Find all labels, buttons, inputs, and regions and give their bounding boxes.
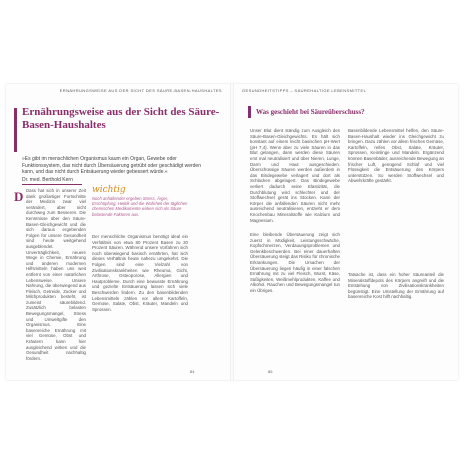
- running-head-left: ERNÄHRUNGSWEISE AUS DER SICHT DES SÄURE-BASEN-HAUSHALTES: [59, 88, 222, 93]
- left-body-column-1: Dass hat sich in unserer Zeit dank großartiger Fortschritte der Medizin zwar viel verändert, aber nicht durchweg zum Besseren. Die Kenntnisse über den Säure-Basen-Gleichgewicht und die sich daraus ergebenden Folgen für unsere Gesundheit sind heute weitgehend ausgeblendet. Unverträglichkeit, neuere Wege in Chemie, Ernährung und anderen modernen Hilfsmitteln haben uns weit entfernt von einer natürlichen Lebensweise. Unsere Nahrung, die überwiegend aus Fleisch, Getreide, Zucker und Milchprodukten besteht, ist zumeist säurebildend. Zusätzlich belasten Bewegungsmangel, Stress und Umweltgifte den Organismus. Eine basenreiche Ernährung mit viel Gemüse, Obst und Kräutern kann hier ausgleichend wirken und die Gesundheit nachhaltig fördern.: [26, 188, 86, 361]
- intro-quote-block: [22, 156, 212, 183]
- drop-cap: D: [14, 189, 24, 204]
- right-body-column-2b: Tatsache ist, dass ein hoher Säureanteil die Mineralstoffdepots des Körpers angreift und die Entstehung von Zivilisationskrankheiten begünstigt. Eine Umstellung der Ernährung auf basenreiche Kost hilft nachhaltig.: [348, 272, 444, 300]
- page-title: Ernährungsweise aus der Sicht des Säure-Basen-Haushaltes: [22, 106, 220, 131]
- running-head-right: GESUNDHEITSTIPPS – SÄUREHALTIGE LEBENSMITTEL: [242, 88, 367, 93]
- note-label: wichtig: [92, 185, 126, 195]
- title-accent-bar: [14, 108, 17, 152]
- page-number-left: 84: [190, 369, 195, 374]
- right-page: [232, 84, 458, 380]
- right-body-column-1a: Unser Blut dient ständig zum Ausgleich des Säure-Basen-Gleichgewichts. Es hält sich konstant auf einem leicht basischen pH-Wert (pH 7,4). Wenn aber zu viele Säuren in das Blut gelangen, dann werden diese Säuren erst mal neutralisiert und über Nieren, Lunge, Darm und Haut ausgeschieden. Überschüssige Säuren werden außerdem in das Bindegewebe verlagert und dort als Schlacken abgelagert. Das Bindegewebe verliert dadurch seine Elastizität, die Durchblutung wird schlechter und der Stoffwechsel gerät ins Stocken. Kann der Körper die anfallenden Säuren nicht mehr ausreichend neutralisieren, entzieht er dem Knochenbau Mineralstoffe wie Kalzium und Magnesium.: [250, 128, 340, 223]
- left-page: [6, 84, 232, 380]
- section-title: Was geschieht bei Säureüberschuss?: [256, 108, 365, 116]
- note-text: Noch anhaltender ergeben Stress, Ärger, Erschöpfung, Hektik und die Wahrheit der täglichen chemischen Medikamente wirken sich als Säure belastende Faktoren aus.: [92, 196, 188, 217]
- intro-quote: »Es gibt im menschlichen Organismus kaum ein Organ, Gewebe oder Funktionssystem, das nicht durch Übersäuerung getrübt oder geschädigt werden kann, und das nicht durch Entsäuerung wieder gebessert würde.«: [22, 156, 201, 176]
- right-body-column-1b: Eine bleibende Übersäuerung zeigt sich zuerst in Müdigkeit, Leistungsschwäche, Kopfschmerzen, Verdauungsproblemen und Gelenkbeschwerden. Bei einer dauerhaften Übersäuerung steigt das Risiko für chronische Erkrankungen. Die Ursachen der Übersäuerung liegen häufig in einer falschen Ernährung mit zu viel Fleisch, Wurst, Käse, Süßigkeiten, Weißmehlprodukten, Kaffee und Alkohol. Rauchen und Bewegungsmangel tun ein Übriges.: [250, 232, 340, 293]
- divider: [22, 184, 82, 185]
- book-spread: [6, 84, 458, 380]
- left-body-column-2: Der menschliche Organismus benötigt ideal ein Verhältnis von etwa 80 Prozent Basen zu 20 Prozent Säuren. Während unsere Vorfahren sich noch überwiegend basisch ernährten, hat sich dieses Verhältnis heute nahezu umgekehrt. Die Folgen sind eine Vielzahl von Zivilisationskrankheiten wie Rheuma, Gicht, Arthrose, Osteoporose, Allergien und Hautprobleme. Durch eine bewusste Ernährung und gezielte Entsäuerung lassen sich viele Beschwerden lindern. Zu den basenbildenden Lebensmitteln zählen vor allem Kartoffeln, Gemüse, Salate, Obst, Kräuter, Mandeln und Sprossen.: [92, 234, 188, 312]
- title-accent-bar-right: [248, 106, 251, 118]
- right-body-column-2a: Basenbildende Lebensmittel helfen, den Säure-Basen-Haushalt wieder ins Gleichgewicht zu bringen. Dazu zählen vor allem frisches Gemüse, Kartoffeln, reifes Obst, Salate, Kräuter, Sprossen, Keimlinge und Mandeln. Ergänzend können Basenbäder, ausreichende Bewegung an frischer Luft, genügend Schlaf und viel Flüssigkeit die Entsäuerung des Körpers unterstützen. So werden Stoffwechsel und Abwehrkräfte gestärkt.: [348, 128, 444, 184]
- page-number-right: 85: [268, 369, 273, 374]
- quote-author: Dr. med. Berthold Kern: [22, 176, 73, 183]
- margin-note: [92, 186, 188, 217]
